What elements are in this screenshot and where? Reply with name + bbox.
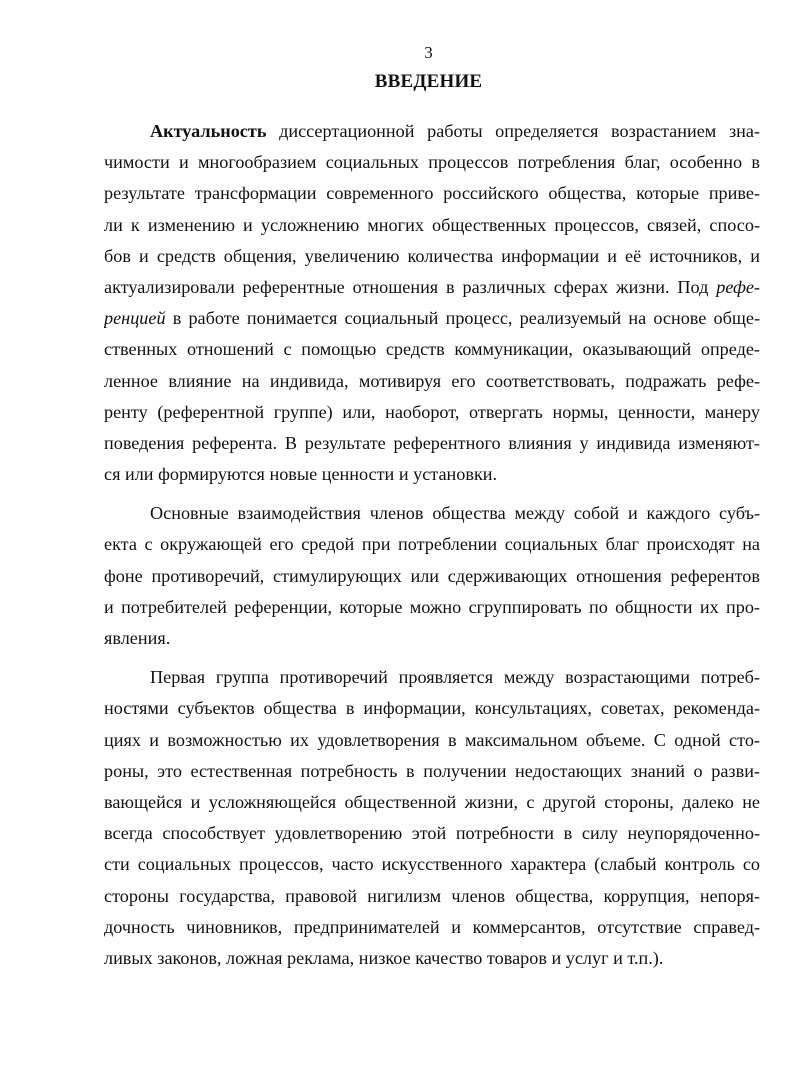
- text-line: актуализировали референтные отношения в различных сферах жизни. Под рефе-: [104, 276, 760, 297]
- text-line: ливых законов, ложная реклама, низкое качество товаров и услуг и т.п.).: [104, 947, 664, 968]
- document-body: [104, 116, 760, 974]
- text-line: Основные взаимодействия членов общества между собой и каждого субъ-: [150, 503, 760, 524]
- text-line: чимости и многообразием социальных процессов потребления благ, особенно в: [104, 152, 760, 173]
- text-line: бов и средств общения, увеличению количества информации и её источников, и: [104, 245, 760, 266]
- paragraph-first-contradiction: [104, 662, 760, 974]
- text-line: Актуальность диссертационной работы определяется возрастанием зна-: [150, 121, 760, 141]
- text-line: поведения референта. В результате референтного влияния у индивида изменяют-: [104, 432, 760, 453]
- text-line: ся или формируются новые ценности и установки.: [104, 464, 498, 485]
- text-line: ренцией в работе понимается социальный процесс, реализуемый на основе обще-: [104, 308, 760, 329]
- text-line: и потребителей референции, которые можно сгруппировать по общности их про-: [104, 596, 760, 617]
- bold-term: Актуальность: [150, 121, 267, 141]
- paragraph-relevance: [104, 116, 760, 490]
- text-line: явления.: [104, 628, 171, 648]
- paragraph-interactions: [104, 498, 760, 654]
- text-line: вающейся и усложняющейся общественной жизни, с другой стороны, далеко не: [104, 791, 760, 812]
- text-line: фоне противоречий, стимулирующих или сдерживающих отношения референтов: [104, 565, 760, 586]
- text-line: результате трансформации современного российского общества, которые приве-: [104, 183, 760, 204]
- text-line: роны, это естественная потребность в получении недостающих знаний о разви-: [104, 760, 760, 781]
- text-line: ренту (референтной группе) или, наоборот, отвергать нормы, ценности, манеру: [104, 401, 760, 422]
- text-line: ли к изменению и усложнению многих общественных процессов, связей, спосо-: [104, 214, 760, 235]
- text-line: всегда способствует удовлетворению этой потребности в силу неупорядоченно-: [104, 823, 760, 844]
- section-heading: ВВЕДЕНИЕ: [374, 71, 483, 92]
- italic-term: ренцией: [104, 308, 166, 329]
- italic-term: рефе-: [716, 276, 760, 297]
- text-line: Первая группа противоречий проявляется между возрастающими потреб-: [150, 667, 760, 688]
- text-line: циях и возможностью их удовлетворения в максимальном объеме. С одной сто-: [104, 729, 760, 750]
- text-line: стороны государства, правовой нигилизм членов общества, коррупция, непоря-: [104, 885, 760, 906]
- text-line: екта с окружающей его средой при потреблении социальных благ происходят на: [104, 534, 760, 555]
- text-line: ностями субъектов общества в информации, консультациях, советах, рекоменда-: [104, 698, 760, 719]
- text-line: ленное влияние на индивида, мотивируя его соответствовать, подражать рефе-: [104, 370, 760, 391]
- page-number: 3: [424, 43, 433, 62]
- text-line: сти социальных процессов, часто искусственного характера (слабый контроль со: [104, 854, 760, 875]
- text-line: ственных отношений с помощью средств коммуникации, оказывающий опреде-: [104, 339, 760, 360]
- text-line: дочность чиновников, предпринимателей и коммерсантов, отсутствие справед-: [104, 916, 760, 937]
